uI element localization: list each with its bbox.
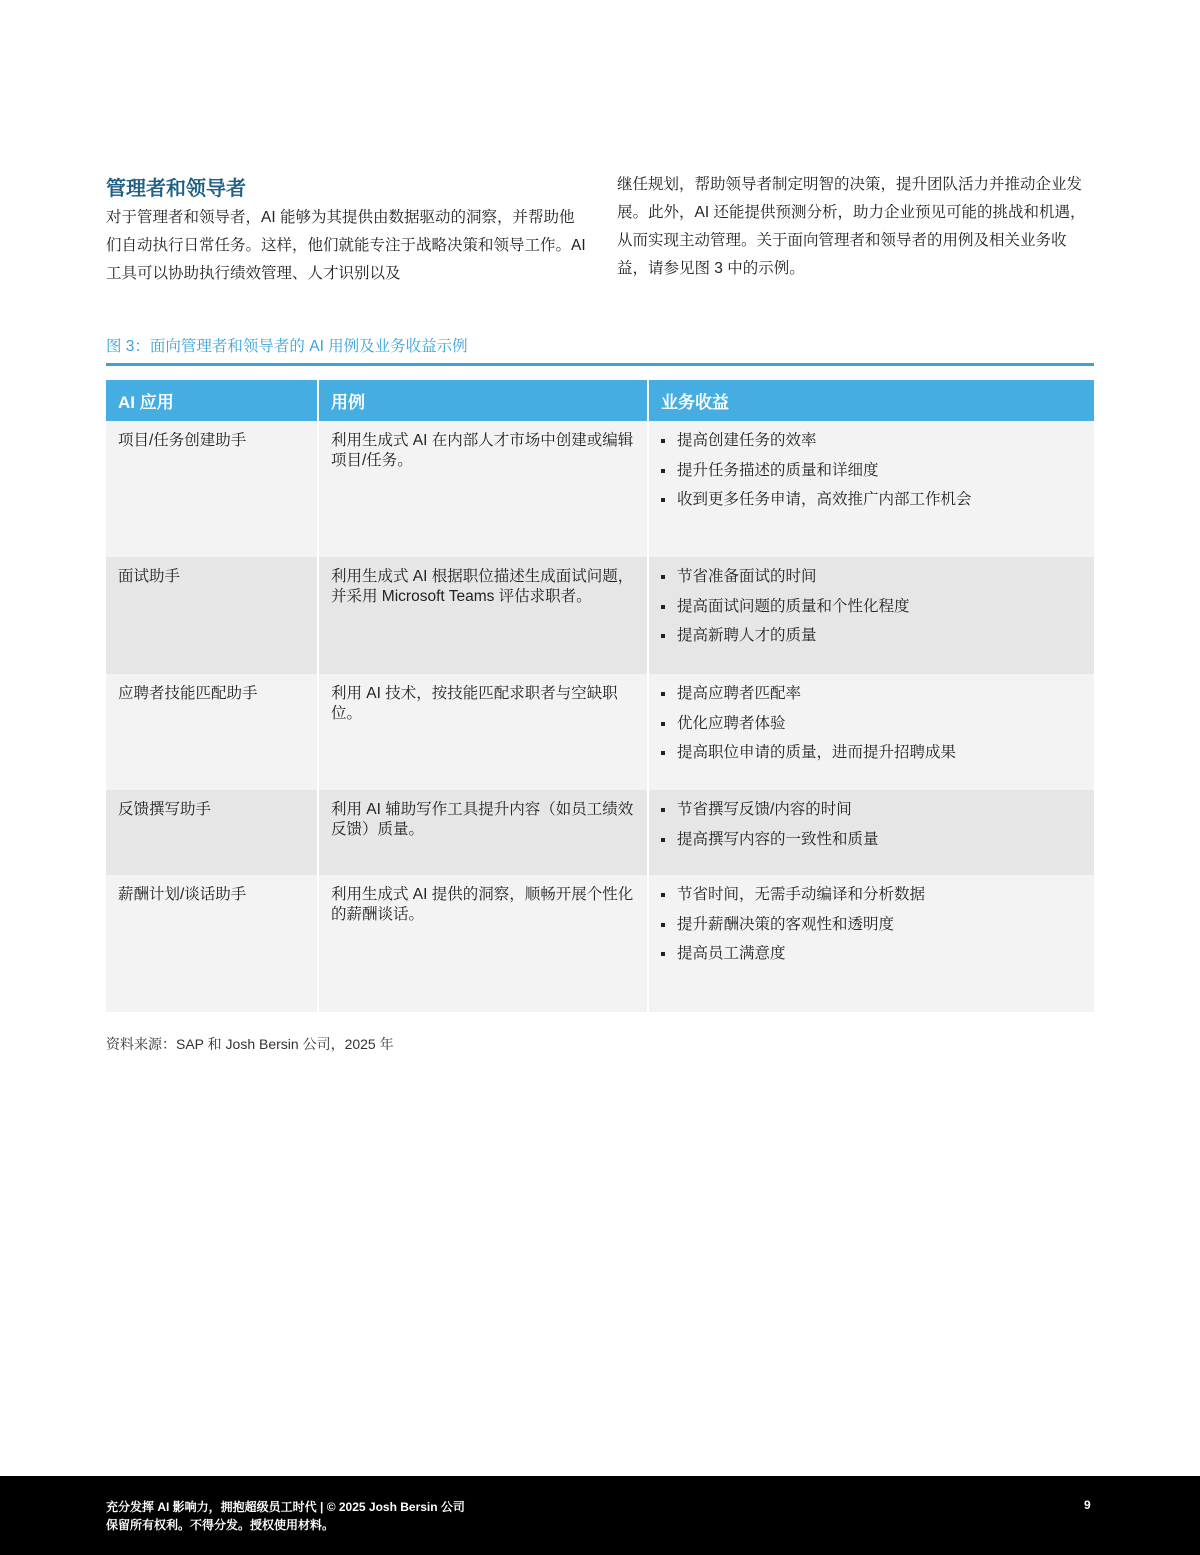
cell-use-case: 利用 AI 技术，按技能匹配求职者与空缺职位。 bbox=[318, 674, 648, 790]
table-header-row bbox=[106, 380, 1094, 421]
benefit-item: 节省时间，无需手动编译和分析数据 bbox=[661, 885, 1082, 905]
benefit-item: 提高面试问题的质量和个性化程度 bbox=[661, 597, 1082, 617]
cell-app: 面试助手 bbox=[106, 557, 318, 674]
use-case-table bbox=[106, 380, 1094, 1012]
table-row bbox=[106, 790, 1094, 875]
cell-benefits bbox=[648, 557, 1094, 674]
intro-paragraph-left: 对于管理者和领导者，AI 能够为其提供由数据驱动的洞察，并帮助他们自动执行日常任务。这样，他们就能专注于战略决策和领导工作。AI 工具可以协助执行绩效管理、人才识别以及 bbox=[106, 209, 586, 282]
benefit-item: 提高员工满意度 bbox=[661, 944, 1082, 964]
page-footer bbox=[0, 1476, 1200, 1555]
benefit-item: 提升薪酬决策的客观性和透明度 bbox=[661, 915, 1082, 935]
cell-use-case: 利用生成式 AI 在内部人才市场中创建或编辑项目/任务。 bbox=[318, 421, 648, 557]
cell-benefits bbox=[648, 421, 1094, 557]
header-use-case: 用例 bbox=[318, 380, 648, 421]
header-ai-app: AI 应用 bbox=[106, 380, 318, 421]
cell-benefits bbox=[648, 674, 1094, 790]
benefit-item: 提高新聘人才的质量 bbox=[661, 626, 1082, 646]
cell-app: 反馈撰写助手 bbox=[106, 790, 318, 875]
source-note: 资料来源：SAP 和 Josh Bersin 公司，2025 年 bbox=[106, 1036, 394, 1052]
benefit-item: 节省撰写反馈/内容的时间 bbox=[661, 800, 1082, 820]
cell-use-case: 利用生成式 AI 根据职位描述生成面试问题，并采用 Microsoft Teams 评估求职者。 bbox=[318, 557, 648, 674]
figure-caption: 图 3：面向管理者和领导者的 AI 用例及业务收益示例 bbox=[106, 338, 468, 355]
header-benefits: 业务收益 bbox=[648, 380, 1094, 421]
benefit-item: 提高应聘者匹配率 bbox=[661, 684, 1082, 704]
footer-rights: 保留所有权利。不得分发。授权使用材料。 bbox=[106, 1518, 335, 1532]
cell-use-case: 利用 AI 辅助写作工具提升内容（如员工绩效反馈）质量。 bbox=[318, 790, 648, 875]
page-number: 9 bbox=[1084, 1498, 1091, 1512]
table-row bbox=[106, 421, 1094, 557]
table-row bbox=[106, 674, 1094, 790]
cell-use-case: 利用生成式 AI 提供的洞察，顺畅开展个性化的薪酬谈话。 bbox=[318, 875, 648, 1012]
cell-benefits bbox=[648, 790, 1094, 875]
benefit-item: 提高职位申请的质量，进而提升招聘成果 bbox=[661, 743, 1082, 763]
benefit-list bbox=[661, 431, 1082, 510]
cell-benefits bbox=[648, 875, 1094, 1012]
figure-rule bbox=[106, 363, 1094, 366]
cell-app: 应聘者技能匹配助手 bbox=[106, 674, 318, 790]
benefit-list bbox=[661, 567, 1082, 646]
benefit-list bbox=[661, 800, 1082, 850]
table-row bbox=[106, 557, 1094, 674]
intro-paragraph-right: 继任规划，帮助领导者制定明智的决策，提升团队活力并推动企业发展。此外，AI 还能提供预测分析，助力企业预见可能的挑战和机遇，从而实现主动管理。关于面向管理者和领导者的用例及相关业务收益，请参见图 3 中的示例。 bbox=[617, 176, 1086, 277]
benefit-list bbox=[661, 684, 1082, 763]
table-row bbox=[106, 875, 1094, 1012]
cell-app: 薪酬计划/谈话助手 bbox=[106, 875, 318, 1012]
benefit-item: 收到更多任务申请，高效推广内部工作机会 bbox=[661, 490, 1082, 510]
benefit-list bbox=[661, 885, 1082, 964]
section-title: 管理者和领导者 bbox=[106, 178, 246, 200]
benefit-item: 提升任务描述的质量和详细度 bbox=[661, 461, 1082, 481]
benefit-item: 提高撰写内容的一致性和质量 bbox=[661, 830, 1082, 850]
benefit-item: 节省准备面试的时间 bbox=[661, 567, 1082, 587]
benefit-item: 提高创建任务的效率 bbox=[661, 431, 1082, 451]
footer-title: 充分发挥 AI 影响力，拥抱超级员工时代 | © 2025 Josh Bersin 公司 bbox=[106, 1500, 465, 1514]
cell-app: 项目/任务创建助手 bbox=[106, 421, 318, 557]
benefit-item: 优化应聘者体验 bbox=[661, 714, 1082, 734]
